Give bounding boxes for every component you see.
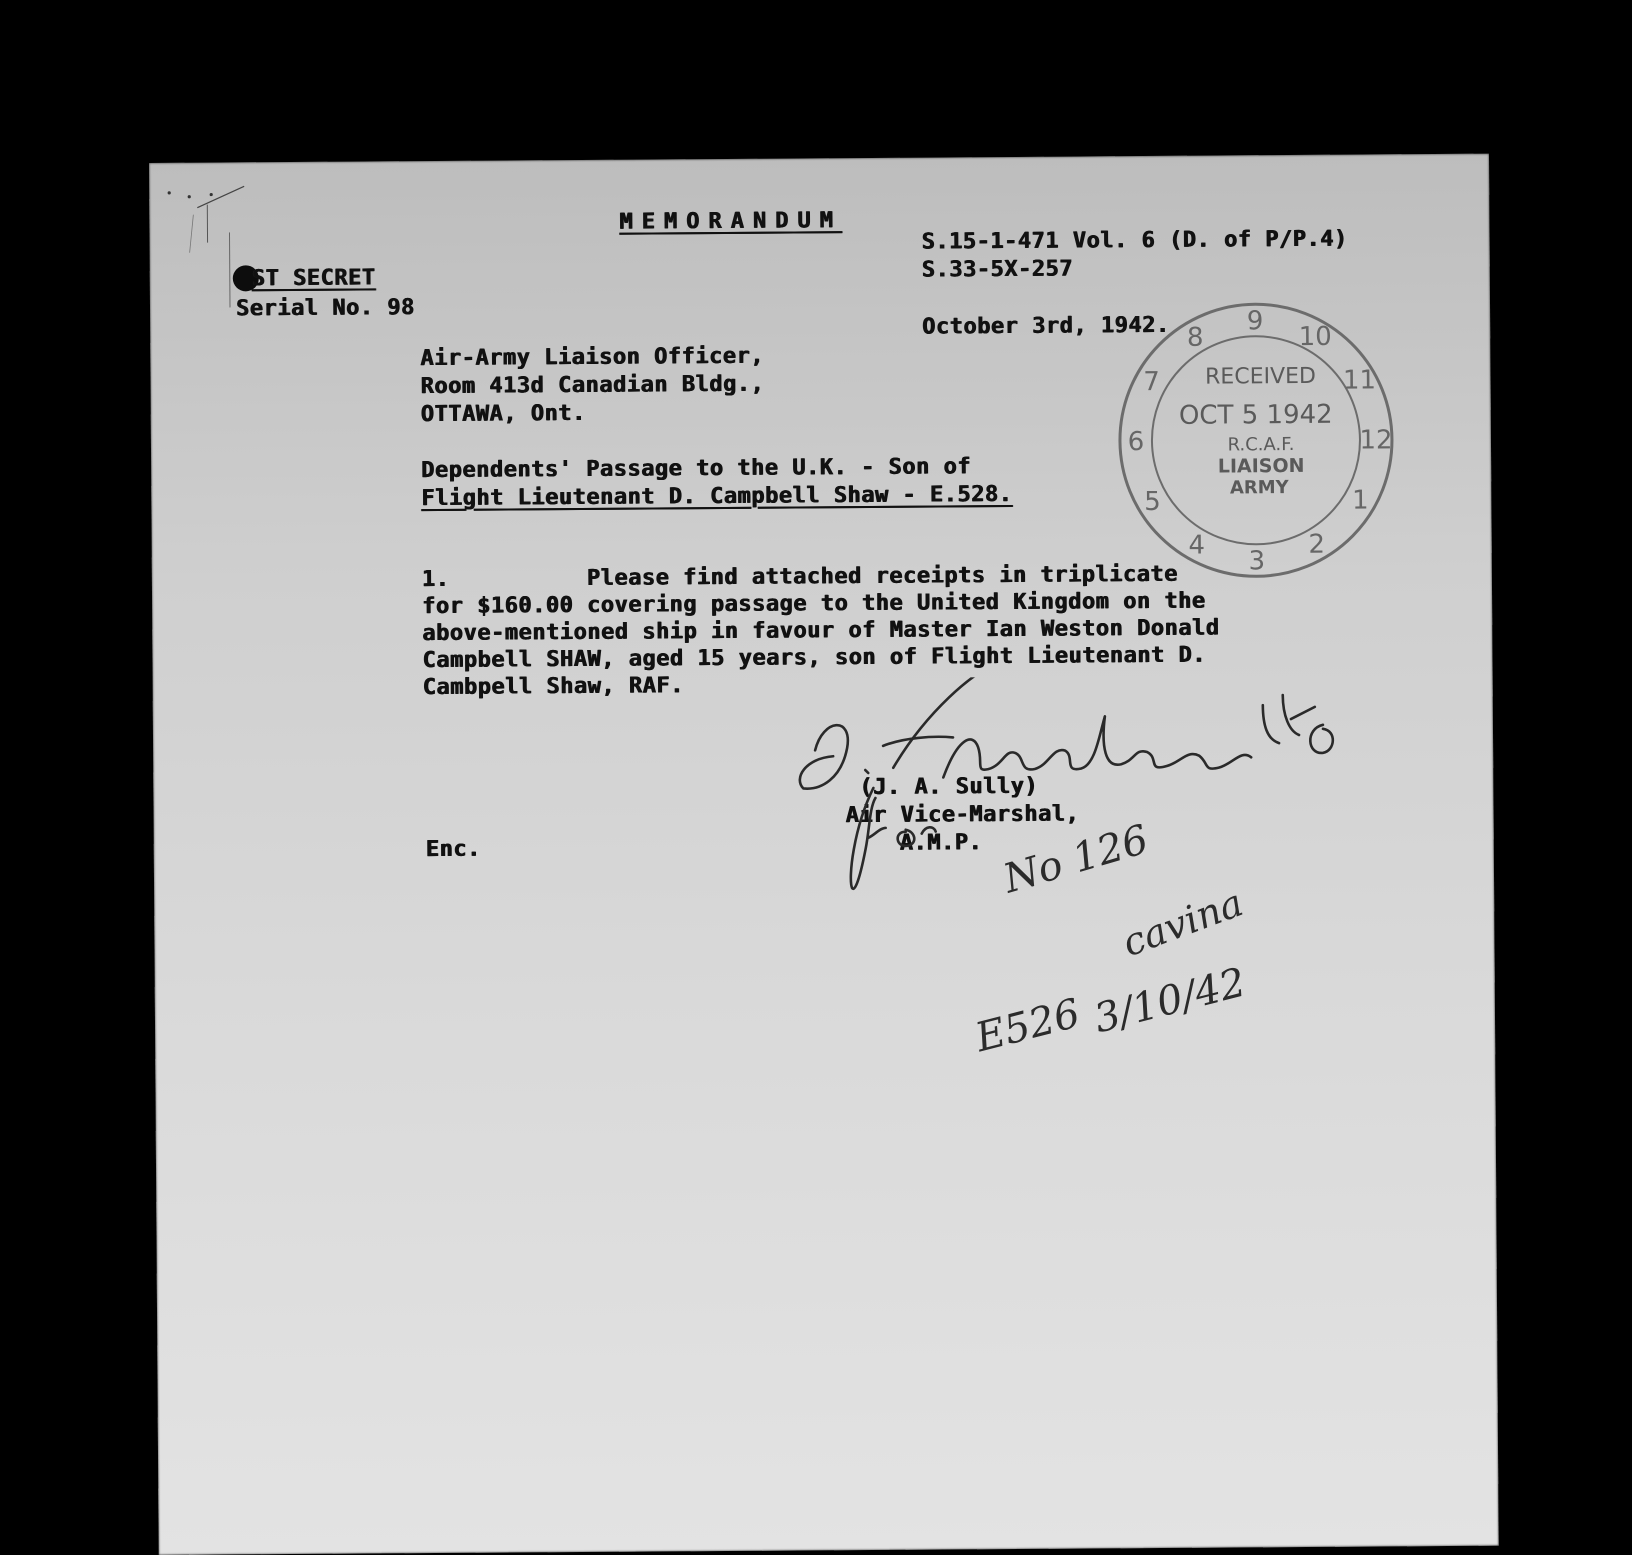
stamp-ring-number: 7 xyxy=(1143,367,1160,397)
stamp-ring-number: 11 xyxy=(1343,365,1376,395)
stamp-date-text: OCT 5 1942 xyxy=(1179,400,1333,431)
stamp-ring-number: 6 xyxy=(1128,427,1145,457)
memo-date: October 3rd, 1942. xyxy=(922,313,1170,340)
handwritten-initials: cavina xyxy=(1117,880,1249,965)
paragraph-line: 1. Please find attached receipts in triplicate xyxy=(422,562,1178,592)
stamp-ring-number: 5 xyxy=(1144,487,1161,517)
handwritten-file-number: E526 xyxy=(971,990,1085,1061)
subject-line: Flight Lieutenant D. Campbell Shaw - E.528. xyxy=(421,482,1012,511)
stamp-ring-number: 9 xyxy=(1247,306,1264,336)
stamp-rcaf-text: R.C.A.F. xyxy=(1228,434,1295,455)
memo-title: MEMORANDUM xyxy=(619,208,842,235)
paragraph-line: Cambpell Shaw, RAF. xyxy=(423,673,684,700)
stamp-liaison-text: LIAISON xyxy=(1218,455,1305,478)
stamp-ring-number: 8 xyxy=(1187,323,1204,353)
paragraph-line: above-mentioned ship in favour of Master Ian Weston Donald xyxy=(422,616,1219,647)
signatory-rank: Air Vice-Marshal, xyxy=(845,802,1079,829)
memo-paper xyxy=(149,154,1499,1555)
signatory-office: A.M.P. xyxy=(900,830,983,856)
stamp-ring-number: 3 xyxy=(1248,546,1265,576)
received-stamp xyxy=(1110,294,1402,586)
signatory-name: (J. A. Sully) xyxy=(859,774,1038,800)
classification: ST SECRET xyxy=(252,265,376,291)
stamp-ring-number: 4 xyxy=(1188,531,1205,561)
address-line: OTTAWA, Ont. xyxy=(421,401,586,427)
address-line: Room 413d Canadian Bldg., xyxy=(420,372,764,399)
address-line: Air-Army Liaison Officer, xyxy=(420,344,764,371)
reference-2: S.33-5X-257 xyxy=(922,257,1073,283)
stamp-army-text: ARMY xyxy=(1230,477,1290,498)
stamp-ring-number: 1 xyxy=(1352,485,1369,515)
stamp-received-text: RECEIVED xyxy=(1205,364,1316,390)
subject-line: Dependents' Passage to the U.K. - Son of xyxy=(421,454,971,483)
handwritten-date: 3/10/42 xyxy=(1090,959,1251,1042)
handwritten-no: No 126 xyxy=(998,817,1153,903)
paragraph-line: for $160.00 covering passage to the United Kingdom on the xyxy=(422,589,1206,619)
reference-1: S.15-1-471 Vol. 6 (D. of P/P.4) xyxy=(921,227,1347,255)
paragraph-line: Campbell SHAW, aged 15 years, son of Flight Lieutenant D. xyxy=(422,643,1206,673)
stamp-ring-number: 10 xyxy=(1299,322,1332,352)
enclosure-note: Enc. xyxy=(426,837,481,862)
stamp-ring-number: 2 xyxy=(1308,530,1325,560)
serial-number: Serial No. 98 xyxy=(236,295,415,321)
stamp-ring-number: 12 xyxy=(1359,425,1392,455)
